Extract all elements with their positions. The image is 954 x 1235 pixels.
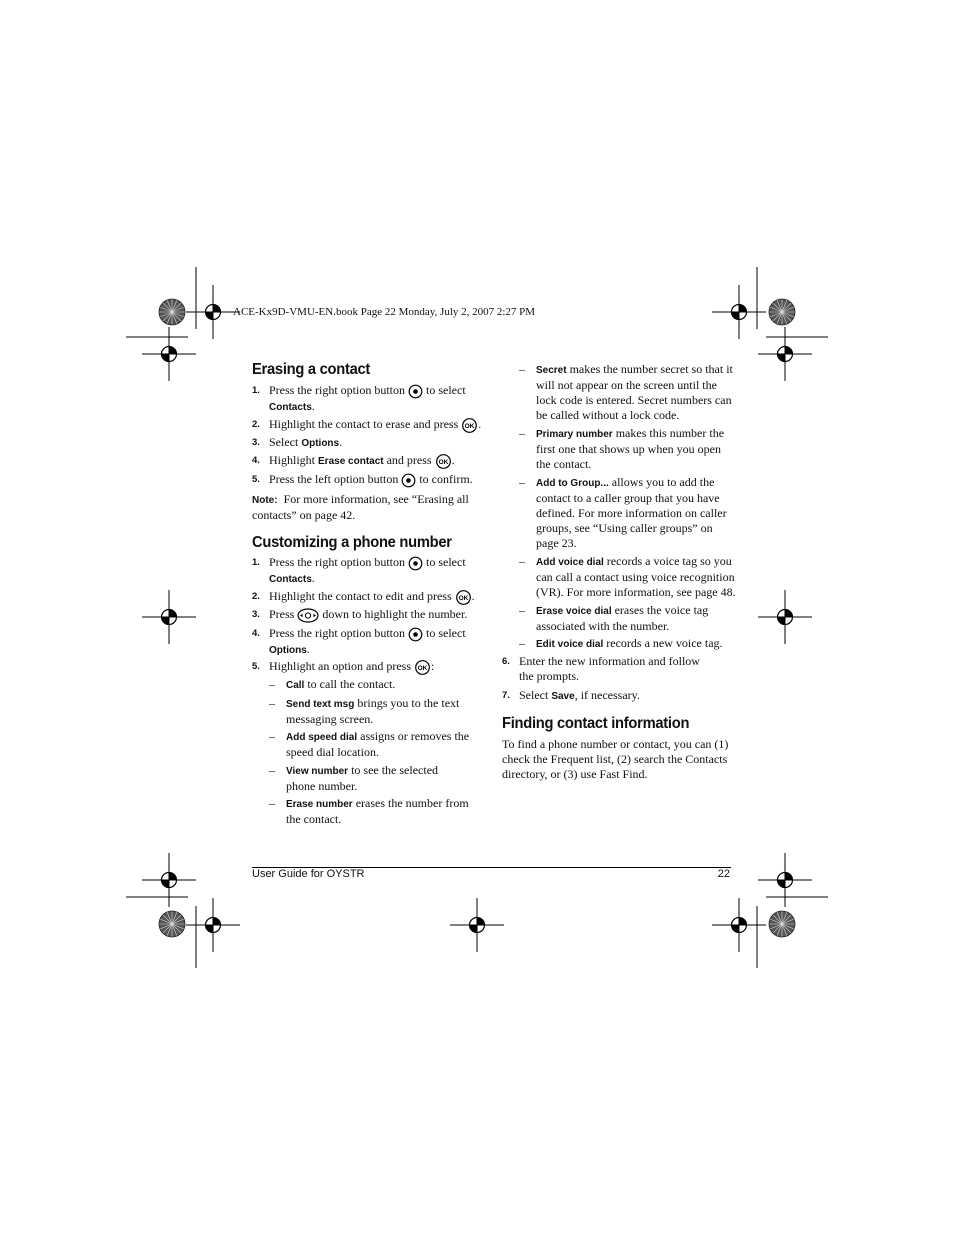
- page-number: 22: [717, 868, 730, 880]
- option-button-icon: [408, 556, 423, 571]
- option-button-icon: [408, 384, 423, 399]
- registration-mark-icon: [758, 327, 812, 381]
- heading-finding-contact: Finding contact information: [502, 715, 690, 732]
- heading-erasing-contact: Erasing a contact: [252, 361, 371, 378]
- svg-text:OK: OK: [458, 594, 468, 602]
- registration-mark-icon: [712, 285, 766, 339]
- option-button-icon: [408, 627, 423, 642]
- book-slug: ACE-Kx9D-VMU-EN.book Page 22 Monday, July 2, 2007 2:27 PM: [233, 306, 536, 318]
- registration-mark-icon: [758, 590, 812, 644]
- svg-text:OK: OK: [438, 458, 448, 466]
- footer-guide-title: User Guide for OYSTR: [252, 868, 365, 880]
- svg-text:OK: OK: [464, 422, 475, 430]
- color-target-icon: [769, 911, 795, 937]
- registration-mark-icon: [712, 898, 766, 952]
- registration-mark-icon: [186, 898, 240, 952]
- registration-mark-icon: [142, 327, 196, 381]
- finding-paragraph: To find a phone number or contact, you can (1) check the Frequent list, (2) search the Contacts directory, or (3) use Fast Find.: [502, 737, 729, 781]
- ok-button-icon: [455, 590, 472, 605]
- ok-button-icon: [461, 418, 478, 433]
- color-target-icon: [159, 299, 185, 325]
- registration-mark-icon: [758, 853, 812, 907]
- color-target-icon: [769, 299, 795, 325]
- registration-mark-icon: [450, 898, 504, 952]
- color-target-icon: [159, 911, 185, 937]
- erasing-note: Note: For more information, see “Erasing all contacts” on page 42.: [252, 492, 469, 522]
- svg-text:OK: OK: [417, 664, 428, 672]
- registration-mark-icon: [186, 285, 240, 339]
- registration-mark-icon: [142, 853, 196, 907]
- heading-customizing-number: Customizing a phone number: [252, 534, 452, 551]
- ok-button-icon: [435, 454, 452, 469]
- navigation-key-icon: [297, 608, 319, 623]
- ok-button-icon: [414, 660, 431, 675]
- option-button-icon: [401, 473, 416, 488]
- registration-mark-icon: [142, 590, 196, 644]
